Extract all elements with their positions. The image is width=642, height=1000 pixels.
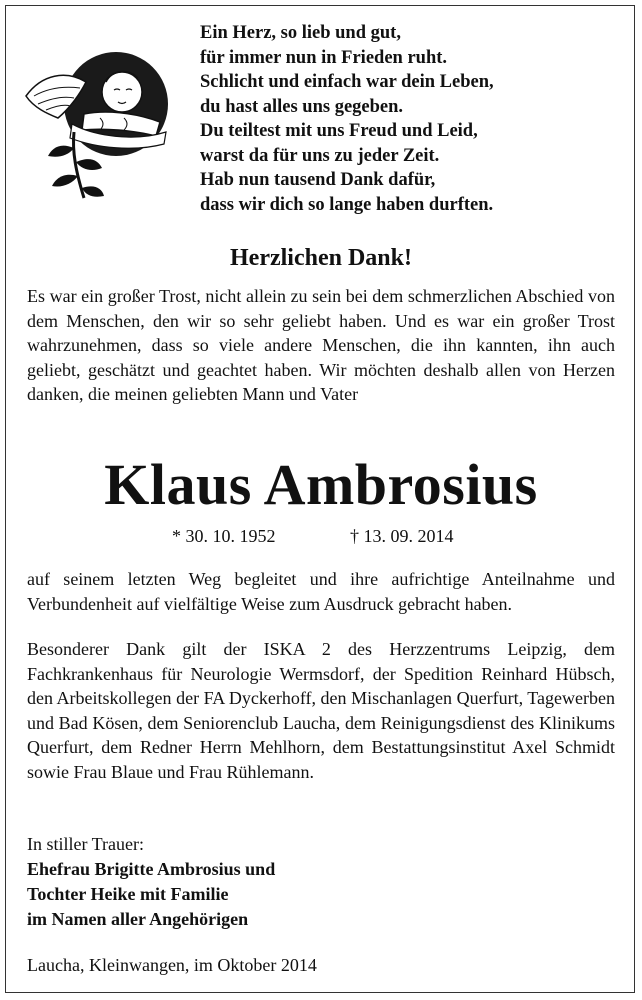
signature-block: [27, 832, 275, 932]
signature-intro: In stiller Trauer:: [27, 834, 144, 854]
signature-name: Tochter Heike mit Familie: [27, 884, 229, 904]
thanks-paragraph: Es war ein großer Trost, nicht allein zu sein bei dem schmerzlichen Abschied von dem Menschen, den wir so sehr geliebt haben. Und es war ein großer Trost wahrzunehmen, dass so viele andere Menschen, die ihn kannten, ihn auch geliebt, geschätzt und geachtet haben. Wir möchten deshalb allen von Herzen danken, die meinen geliebten Mann und Vater: [27, 286, 615, 404]
angel-icon: [24, 52, 174, 202]
birth-date: * 30. 10. 1952: [172, 526, 276, 546]
poem-line: warst da für uns zu jeder Zeit.: [200, 145, 440, 166]
poem: [200, 21, 620, 217]
signature-name: Ehefrau Brigitte Ambrosius und: [27, 859, 276, 879]
poem-line: du hast alles uns gegeben.: [200, 96, 404, 117]
poem-line: dass wir dich so lange haben durften.: [200, 194, 494, 215]
thanks-heading: Herzlichen Dank!: [230, 245, 412, 271]
death-date: † 13. 09. 2014: [350, 526, 454, 546]
poem-line: Du teiltest mit uns Freud und Leid,: [200, 121, 478, 141]
poem-line: Schlicht und einfach war dein Leben,: [200, 72, 494, 92]
condolence-paragraph: auf seinem letzten Weg begleitet und ihre aufrichtige Anteilnahme und Verbundenheit auf vielfältige Weise zum Ausdruck gebracht haben.: [27, 569, 615, 614]
signature-name: im Namen aller Angehörigen: [27, 909, 249, 929]
deceased-name: Klaus Ambrosius: [104, 452, 538, 517]
poem-line: Hab nun tausend Dank dafür,: [200, 170, 436, 190]
poem-line: für immer nun in Frieden ruht.: [200, 47, 448, 68]
place-and-date: Laucha, Kleinwangen, im Oktober 2014: [27, 955, 317, 975]
poem-line: Ein Herz, so lieb und gut,: [200, 23, 401, 43]
special-thanks-paragraph: Besonderer Dank gilt der ISKA 2 des Herzzentrums Leipzig, dem Fachkrankenhaus für Neurologie Wermsdorf, der Spedition Reinhard Hübsch, den Arbeitskollegen der FA Dyckerhoff, den Mischanlagen Querfurt, Tagewerben und Bad Kösen, dem Seniorenclub Laucha, dem Reinigungsdienst des Klinikums Querfurt, dem Redner Herrn Mehlhorn, dem Bestattungsinstitut Axel Schmidt sowie Frau Blaue und Frau Rühlemann.: [27, 639, 615, 782]
